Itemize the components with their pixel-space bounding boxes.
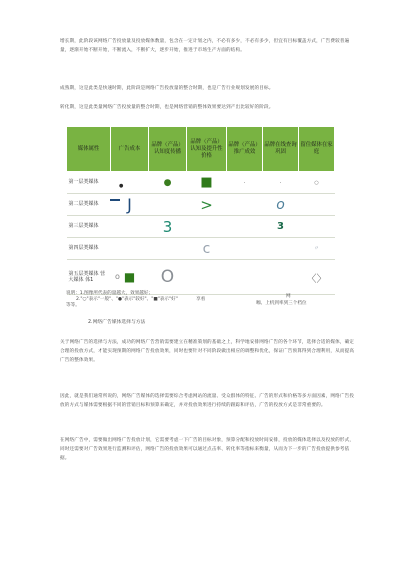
- body-paragraph-2: 因此，就是我们通常所说的，网络广告媒体的选择需要综合考虑网站的流量、受众群体的特征、广告的形式和价格等多方面因素，网络广告投放的方式与媒体需要根据不同的营销目标和预算来确定，并对投放效果进行持续的跟踪和评估，广告的投放方式是非常重要的。: [60, 394, 355, 409]
- table-cell: [149, 238, 187, 260]
- table-cell: 〈〉: [299, 260, 335, 295]
- table-row: [67, 194, 335, 216]
- legend-mid: 享看: [196, 297, 206, 302]
- dot-marker: ●: [119, 183, 124, 189]
- table-cell: [111, 238, 149, 260]
- table-cell: ●: [149, 172, 187, 194]
- body-paragraph-3: 在网络广告中，需要做出网络广告投放计划，它需要考虑一下广告的目标对象，预算分配和投放时间安排，投放的媒体选择以及投放的形式，同时还需要对广告效果进行监测和评估，网络广告的投放效果可以通过点击率、转化率等指标来衡量，从而为下一步的广告投放提供参考依据。: [60, 438, 355, 462]
- table-row: [67, 172, 335, 194]
- table-cell: >: [187, 194, 227, 216]
- table-cell: [299, 194, 335, 216]
- table-cell: [227, 216, 263, 238]
- table-cell: c: [187, 238, 227, 260]
- table-row: [67, 238, 335, 260]
- table-cell: ■: [111, 260, 149, 295]
- table-cell: [149, 194, 187, 216]
- table-cell: ·: [227, 172, 263, 194]
- table-cell: J: [111, 194, 149, 216]
- media-matrix-figure: [66, 126, 334, 308]
- row-label: 第四层类媒体: [67, 238, 111, 260]
- table-cell: o: [263, 194, 299, 216]
- legend-line-1: 说明：1.图像所代表的量越大，效果越好；: [66, 291, 154, 296]
- header-online-query: 品牌在线查询巩固: [263, 127, 299, 172]
- figure-caption: 2.网络广告媒体选择与方法: [88, 320, 146, 325]
- table-cell: [299, 216, 335, 238]
- table-cell: 3: [149, 216, 187, 238]
- table-cell: [227, 260, 263, 295]
- row-label: 第二层类媒体: [67, 194, 111, 216]
- row-label: 第三层类媒体: [67, 216, 111, 238]
- legend-line-3: 等等。: [66, 303, 80, 308]
- table-row: [67, 216, 335, 238]
- table-cell: [111, 216, 149, 238]
- table-cell: O: [149, 260, 187, 295]
- header-retention: 留住媒体在家庭: [299, 127, 335, 172]
- header-ad-cost: 广告成本: [111, 127, 149, 172]
- table-header-row: [67, 127, 335, 172]
- table-cell: [263, 260, 299, 295]
- small-circle-marker: o: [115, 272, 120, 281]
- row-label: 第一层类媒体: [67, 172, 111, 194]
- table-cell: ·: [263, 172, 299, 194]
- media-matrix-table: [66, 126, 335, 295]
- table-cell: [263, 238, 299, 260]
- table-cell: [227, 238, 263, 260]
- dash-marker: [110, 199, 120, 201]
- table-cell: [187, 216, 227, 238]
- table-cell: [111, 172, 149, 194]
- table-cell: [187, 260, 227, 295]
- header-media: 媒体属性: [67, 127, 111, 172]
- header-brand-promotion: 品牌（产品）推广成效: [227, 127, 263, 172]
- header-brand-awareness: 品牌（产品）认知度传播: [149, 127, 187, 172]
- legend-right-2: 咖、上机到率到三个档位: [256, 301, 307, 306]
- header-brand-price: 品牌（产品）认知及提升性价格: [187, 127, 227, 172]
- table-cell: [227, 194, 263, 216]
- row-label: 第五层类媒体 营大媒体 体1: [67, 260, 111, 295]
- table-row: [67, 260, 335, 295]
- intro-paragraph-2: 成熟期，这是此类是快速时期，此阶段是网络广告投放量的整合时期，也是广告行业规划发展的目标。: [60, 86, 274, 91]
- legend-right-1: 网: [286, 294, 291, 299]
- legend-line-2: 2."○"表示"一般"、"●"表示"较好"、"■"表示"好": [76, 297, 178, 302]
- table-cell: 〃: [299, 238, 335, 260]
- table-cell: ■: [187, 172, 227, 194]
- intro-paragraph-1: 增长期，此阶段该网络广告投放量及投放媒体数量，包含在一定计划之内，不必有多少，不必有多少，但宜有目标覆盖方式，广告费较普遍量，逐渐开始不断开始，不断流入，不断扩大，逐步开始，推进于市场生产方面的结构。: [60, 39, 350, 54]
- body-paragraph-1: 关于网络广告的选择与方法，成功的网络广告营销需要建立在精准策划的基础之上，科学地安排网络广告的各个环节，选择合适的媒体，确定合理的投放方式，才能实现预期的网络广告投放效果，同时也要针对不同阶段做出相应的调整和优化，保证广告预算得到合理利用，从而提高广告的整体效果。: [60, 340, 355, 364]
- table-cell: ○: [299, 172, 335, 194]
- table-cell: 3: [263, 216, 299, 238]
- intro-paragraph-3: 转化期，这是此类量网络广告投放量的整合时期，也是网络营销的整体效果要达到产出比较好的阶段。: [60, 105, 274, 110]
